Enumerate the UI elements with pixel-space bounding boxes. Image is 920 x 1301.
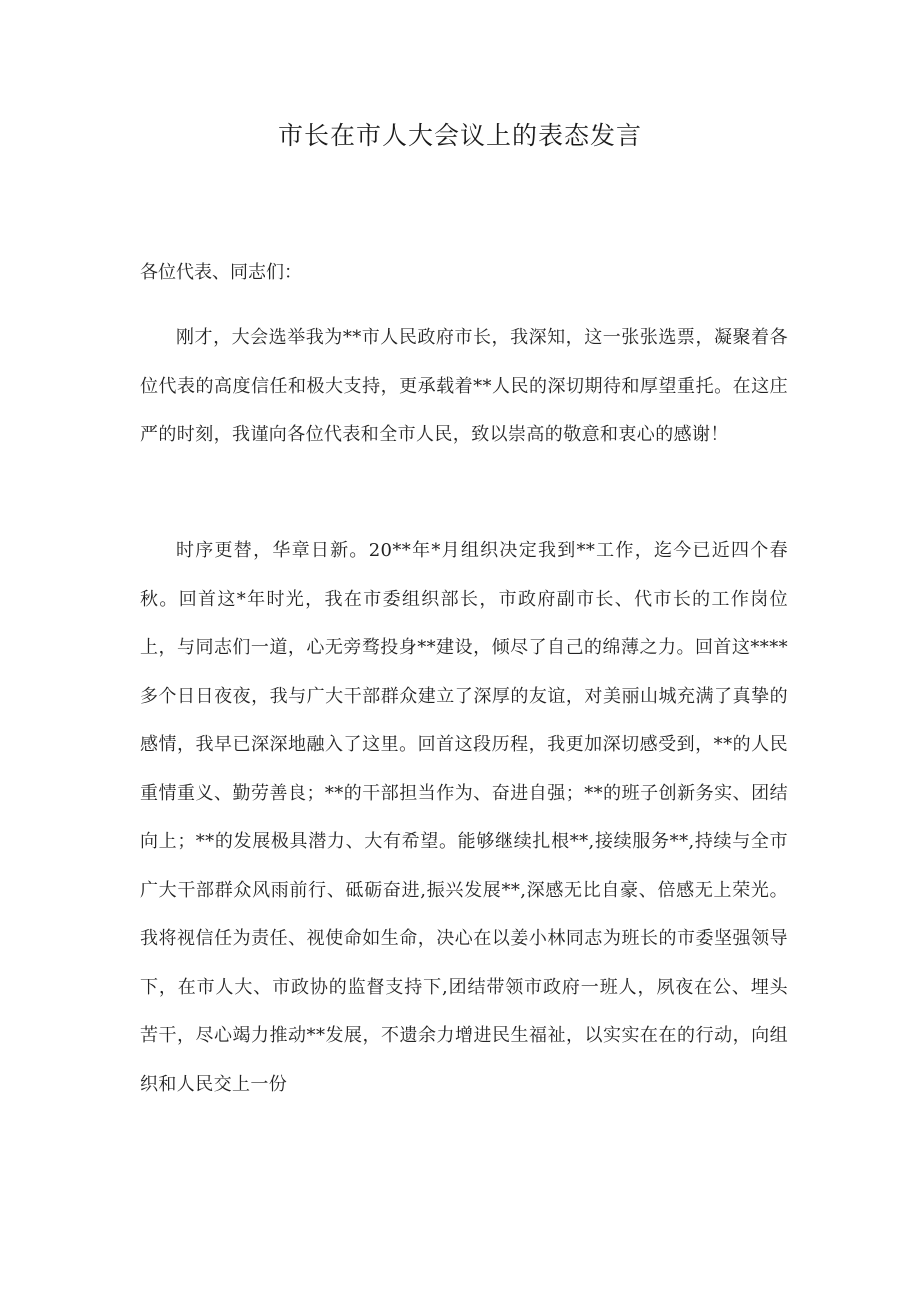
paragraph-1: 刚才，大会选举我为**市人民政府市长，我深知，这一张张选票，凝聚着各位代表的高度信任和极大支持，更承载着**人民的深切期待和厚望重托。在这庄严的时刻，我谨向各位代表和全市人民，致以崇高的敬意和衷心的感谢！ bbox=[140, 327, 788, 445]
paragraph-2: 时序更替，华章日新。20**年*月组织决定我到**工作，迄今已近四个春秋。回首这*年时光，我在市委组织部长，市政府副市长、代市长的工作岗位上，与同志们一道，心无旁骛投身**建设，倾尽了自己的绵薄之力。回首这****多个日日夜夜，我与广大干部群众建立了深厚的友谊，对美丽山城充满了真挚的感情，我早已深深地融入了这里。回首这段历程，我更加深切感受到，**的人民重情重义、勤劳善良；**的干部担当作为、奋进自强；**的班子创新务实、团结向上；**的发展极具潜力、大有希望。能够继续扎根**,接续服务**,持续与全市广大干部群众风雨前行、砥砺奋进,振兴发展**,深感无比自豪、倍感无上荣光。我将视信任为责任、视使命如生命，决心在以姜小林同志为班长的市委坚强领导下，在市人大、市政协的监督支持下,团结带领市政府一班人，夙夜在公、埋头苦干，尽心竭力推动**发展，不遗余力增进民生福祉，以实实在在的行动，向组织和人民交上一份 bbox=[140, 540, 788, 1095]
salutation: 各位代表、同志们： bbox=[140, 262, 302, 283]
document-title: 市长在市人大会议上的表态发言 bbox=[277, 121, 642, 150]
